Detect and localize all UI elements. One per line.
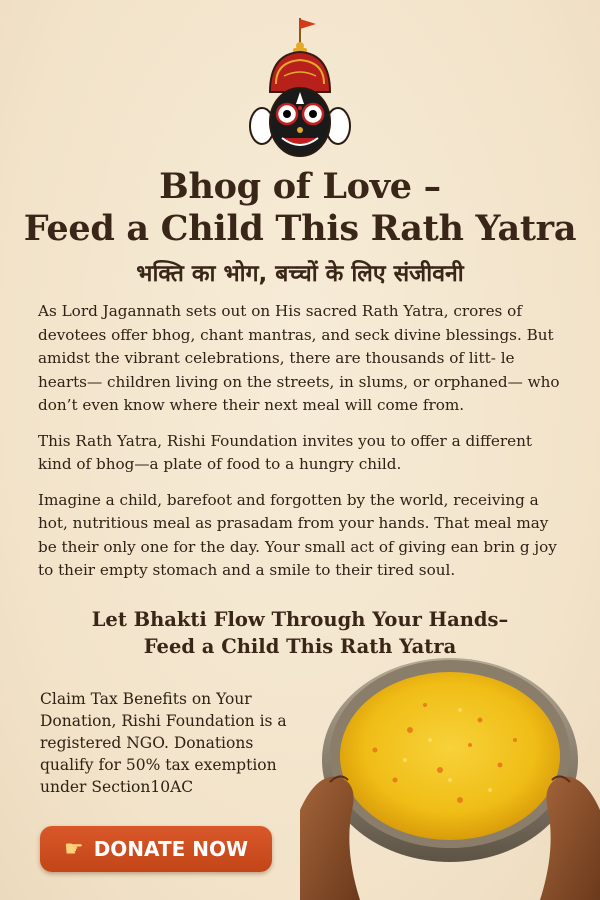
- jagannath-deity-icon: [240, 14, 360, 164]
- donate-button-label: DONATE NOW: [93, 837, 249, 861]
- tax-benefit-text: Claim Tax Benefits on Your Donation, Rishi Foundation is a registered NGO. Donations qualify for 50% tax exemption under Section10AC: [40, 690, 287, 796]
- body-paragraph-3: Imagine a child, barefoot and forgotten by the world, receiving a hot, nutritious meal as prasadam from your hands. That meal may be their only one for the day. Your small act of giving ean brin g joy to their empty stomach and a smile to their tired soul.: [38, 490, 557, 579]
- body-paragraph-1: As Lord Jagannath sets out on His sacred Rath Yatra, crores of devotees offer bhog, chant mantras, and seck divine blessings. But amidst the vibrant celebrations, there are thousands of litt- le hearts— children living on the streets, in slums, or orphaned— who don’t even know where their next meal will come from.: [38, 302, 560, 414]
- title-line-1: Bhog of Love –: [159, 166, 441, 207]
- rice-bowl-image: [300, 650, 600, 900]
- body-text: [38, 300, 568, 595]
- cta-heading-line-1: Let Bhakti Flow Through Your Hands–: [91, 608, 509, 631]
- title-line-2: Feed a Child This Rath Yatra: [23, 208, 577, 249]
- body-paragraph-2: This Rath Yatra, Rishi Foundation invites you to offer a different kind of bhog—a plate of food to a hungry child.: [38, 431, 532, 473]
- cta-heading-line-2: Feed a Child This Rath Yatra: [143, 635, 457, 658]
- pointing-hand-icon: ☛: [63, 836, 84, 862]
- donate-now-button[interactable]: [40, 826, 272, 872]
- page-title: [0, 166, 600, 250]
- hindi-subtitle: भक्ति का भोग, बच्चों के लिए संजीवनी: [136, 261, 464, 287]
